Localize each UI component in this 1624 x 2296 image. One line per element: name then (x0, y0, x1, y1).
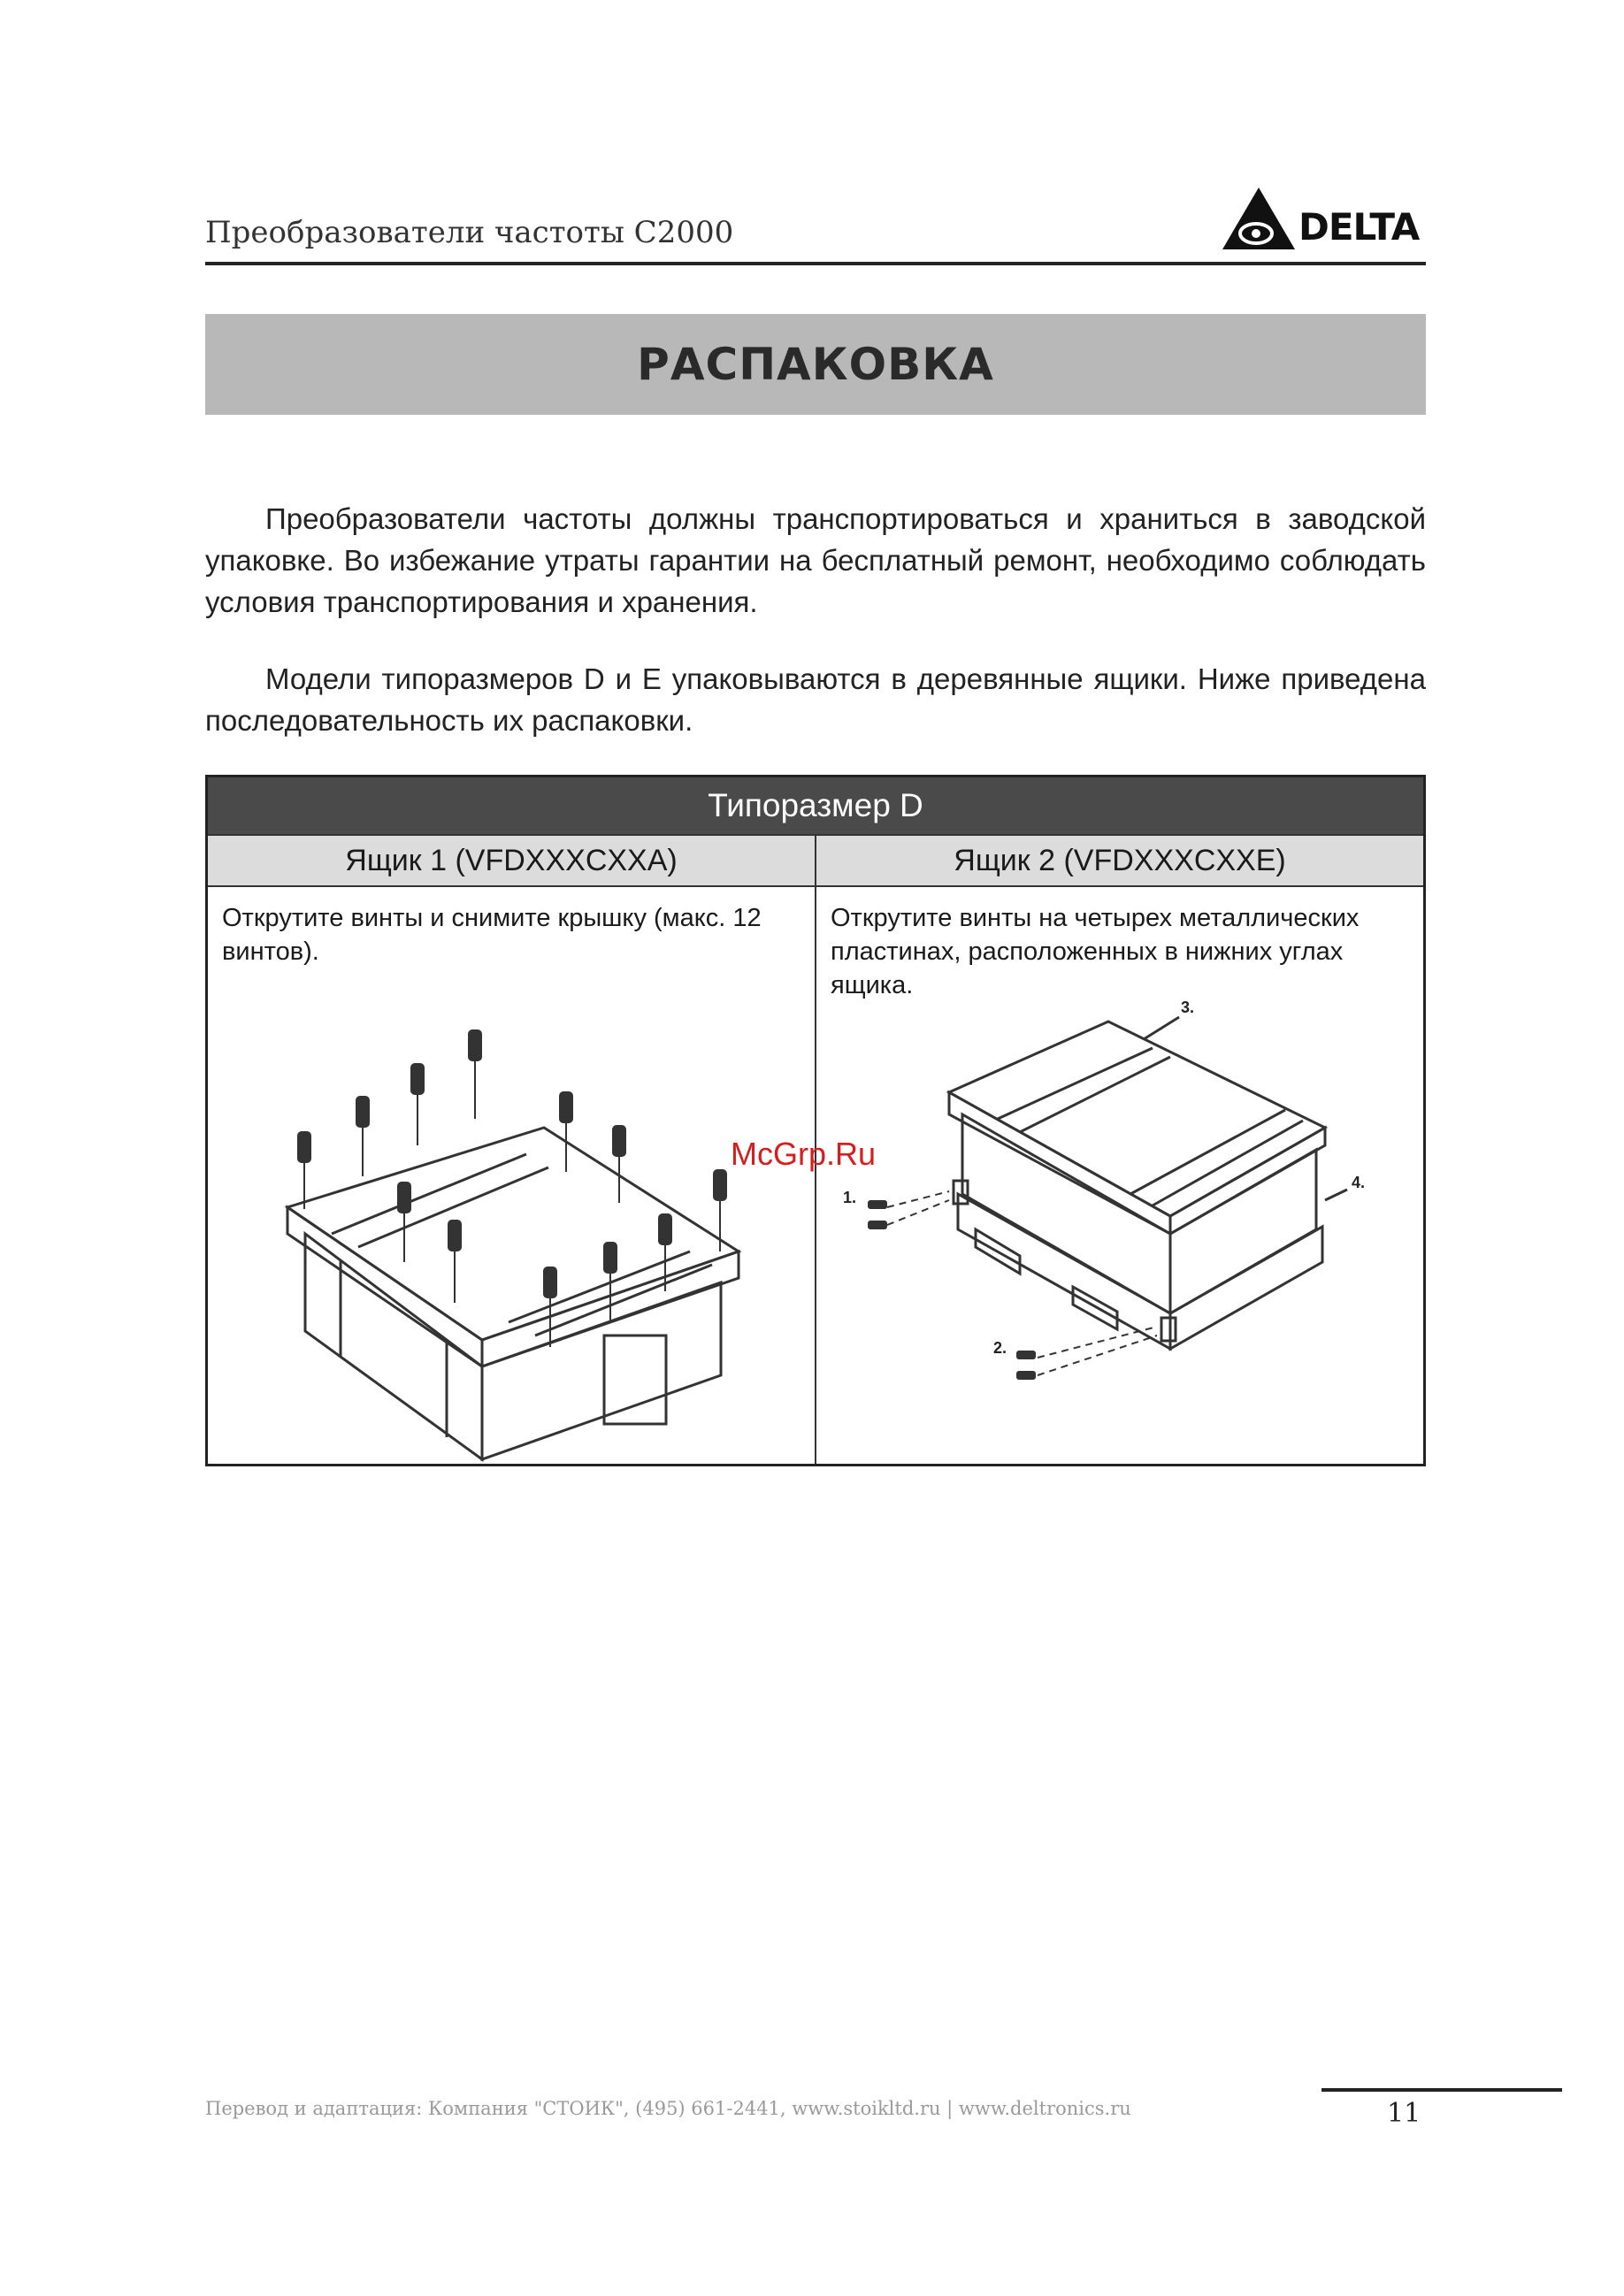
screw-icon (298, 1132, 310, 1209)
instruction-box2: Открутите винты на четырех металлических пластинах, расположенных в нижних углах ящика. (831, 904, 1360, 999)
page-number: 11 (1387, 2098, 1421, 2129)
table-title: Типоразмер D (207, 777, 1425, 836)
column-header-box2: Ящик 2 (VFDXXXCXXE) (816, 835, 1425, 886)
header-divider (205, 262, 1426, 265)
instruction-box1: Открутите винты и снимите крышку (макс. 12 винтов). (222, 904, 762, 966)
screw-icon (613, 1126, 625, 1203)
callout-2: 2. (993, 1339, 1007, 1357)
screw-icon (398, 1182, 410, 1262)
delta-triangle-icon (1219, 184, 1298, 255)
screw-icon (1016, 1371, 1036, 1380)
callout-3: 3. (1181, 999, 1195, 1016)
logo-wordmark: DELTA (1298, 205, 1420, 249)
paragraph-packaging: Модели типоразмеров D и E упаковываются в деревянные ящики. Ниже приведена последовательность их распаковки. (205, 662, 1426, 737)
crate-plates-illustration (816, 968, 1427, 1464)
paragraph-storage: Преобразователи частоты должны транспортироваться и храниться в заводской упаковке. Во избежание утраты гарантии на бесплатный ремонт, необходимо соблюдать условия транспортирования и хранения. (205, 502, 1426, 618)
document-title: Преобразователи частоты C2000 (205, 215, 734, 250)
footer-divider (1321, 2088, 1562, 2092)
screw-icon (1016, 1351, 1036, 1359)
screw-icon (868, 1221, 887, 1229)
screw-icon (714, 1170, 726, 1251)
footer-credit: Перевод и адаптация: Компания "СТОИК", (495) 661-2441, www.stoikltd.ru | www.deltronics.ru (205, 2098, 1131, 2119)
screw-icon (659, 1214, 671, 1291)
screw-icon (868, 1200, 887, 1209)
section-banner (205, 314, 1426, 415)
callout-1: 1. (843, 1189, 857, 1206)
screw-icon (356, 1097, 369, 1176)
unpacking-table (205, 775, 1426, 1466)
screw-icon (448, 1221, 461, 1303)
delta-logo (1219, 184, 1428, 255)
watermark: McGrp.Ru (731, 1136, 877, 1172)
screw-icon (560, 1092, 572, 1172)
crate-lid-screws-illustration (208, 933, 815, 1464)
section-title: РАСПАКОВКА (637, 339, 994, 390)
cell-box1 (207, 886, 816, 1466)
cell-box2 (816, 886, 1425, 1466)
callout-4: 4. (1352, 1174, 1366, 1191)
screw-icon (604, 1243, 617, 1322)
screw-icon (411, 1064, 424, 1145)
screw-icon (469, 1030, 481, 1119)
column-header-box1: Ящик 1 (VFDXXXCXXA) (207, 835, 816, 886)
